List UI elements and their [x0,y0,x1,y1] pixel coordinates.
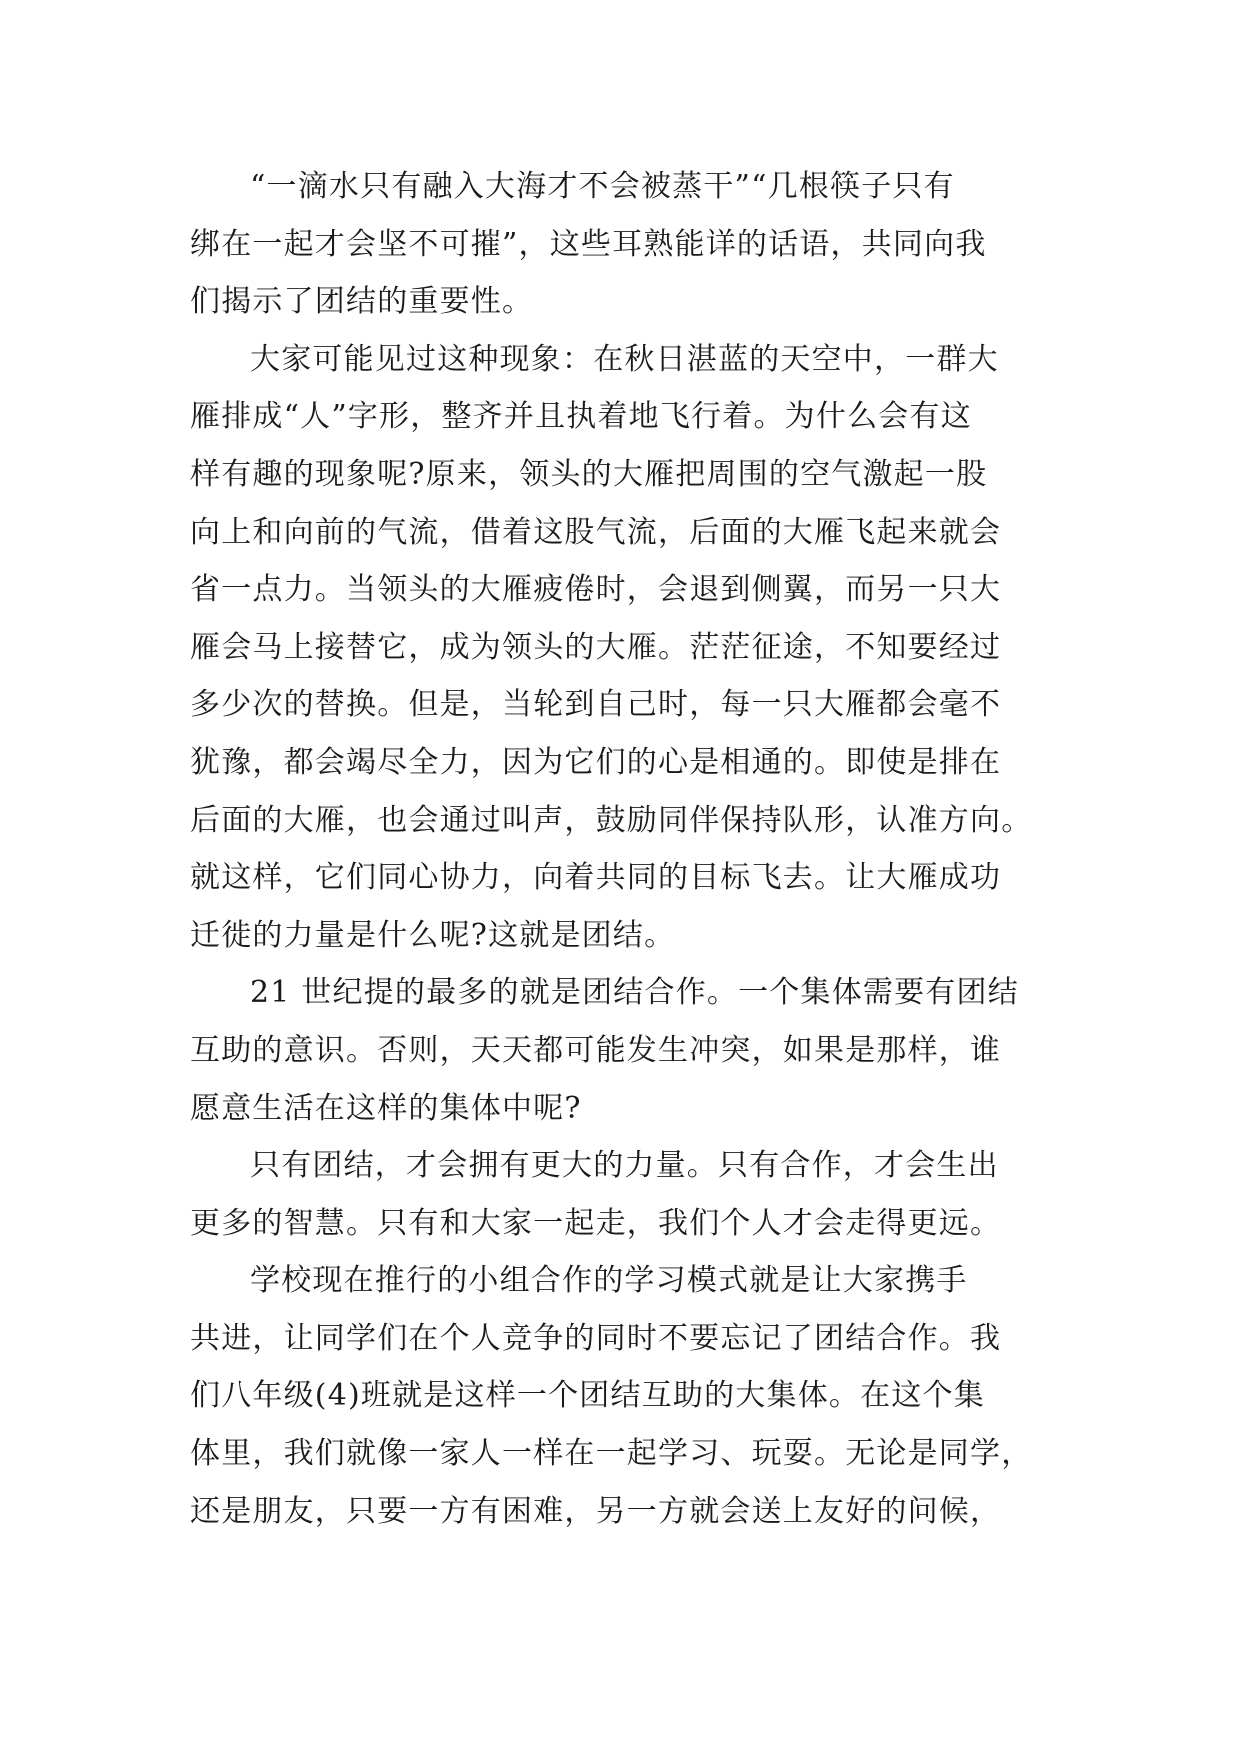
paragraph-line: 省一点力。当领头的大雁疲倦时，会退到侧翼，而另一只大 [190,572,1002,608]
paragraph-line: 多少次的替换。但是，当轮到自己时，每一只大雁都会毫不 [190,687,1002,723]
paragraph-line: 绑在一起才会坚不可摧”，这些耳熟能详的话语，共同向我 [190,226,987,262]
paragraph-line: 大家可能见过这种现象：在秋日湛蓝的天空中，一群大 [250,341,999,377]
paragraph-3 [190,964,1050,1137]
paragraph-2 [190,331,1050,965]
document-body [190,158,1050,1540]
paragraph-line: 样有趣的现象呢?原来，领头的大雁把周围的空气激起一股 [190,456,988,492]
paragraph-line: 向上和向前的气流，借着这股气流，后面的大雁飞起来就会 [190,514,1002,550]
paragraph-line: 雁会马上接替它，成为领头的大雁。茫茫征途，不知要经过 [190,629,1002,665]
paragraph-line: 雁排成“人”字形，整齐并且执着地飞行着。为什么会有这 [190,399,972,435]
paragraph-line: 就这样，它们同心协力，向着共同的目标飞去。让大雁成功 [190,860,1002,896]
paragraph-line: 愿意生活在这样的集体中呢? [190,1090,582,1126]
paragraph-line: 互助的意识。否则，天天都可能发生冲突，如果是那样，谁 [190,1032,1002,1068]
paragraph-line: 后面的大雁，也会通过叫声，鼓励同伴保持队形，认准方向。 [190,802,1033,838]
paragraph-4 [190,1137,1050,1252]
paragraph-line: 学校现在推行的小组合作的学习模式就是让大家携手 [250,1263,968,1299]
paragraph-line: 迁徙的力量是什么呢?这就是团结。 [190,917,676,953]
paragraph-line: 们八年级(4)班就是这样一个团结互助的大集体。在这个集 [190,1378,985,1414]
paragraph-line: “一滴水只有融入大海才不会被蒸干”“几根筷子只有 [250,169,955,204]
paragraph-line: 体里，我们就像一家人一样在一起学习、玩耍。无论是同学， [190,1436,1033,1472]
paragraph-line: 只有团结，才会拥有更大的力量。只有合作，才会生出 [250,1148,999,1184]
paragraph-line: 21 世纪提的最多的就是团结合作。一个集体需要有团结 [250,975,1019,1011]
paragraph-line: 更多的智慧。只有和大家一起走，我们个人才会走得更远。 [190,1205,1002,1241]
paragraph-line: 还是朋友，只要一方有困难，另一方就会送上友好的问候， [190,1493,1002,1529]
paragraph-1 [190,158,1050,331]
paragraph-5 [190,1252,1050,1540]
paragraph-line: 犹豫，都会竭尽全力，因为它们的心是相通的。即使是排在 [190,744,1002,780]
paragraph-line: 共进，让同学们在个人竞争的同时不要忘记了团结合作。我 [190,1320,1002,1356]
paragraph-line: 们揭示了团结的重要性。 [190,284,534,320]
